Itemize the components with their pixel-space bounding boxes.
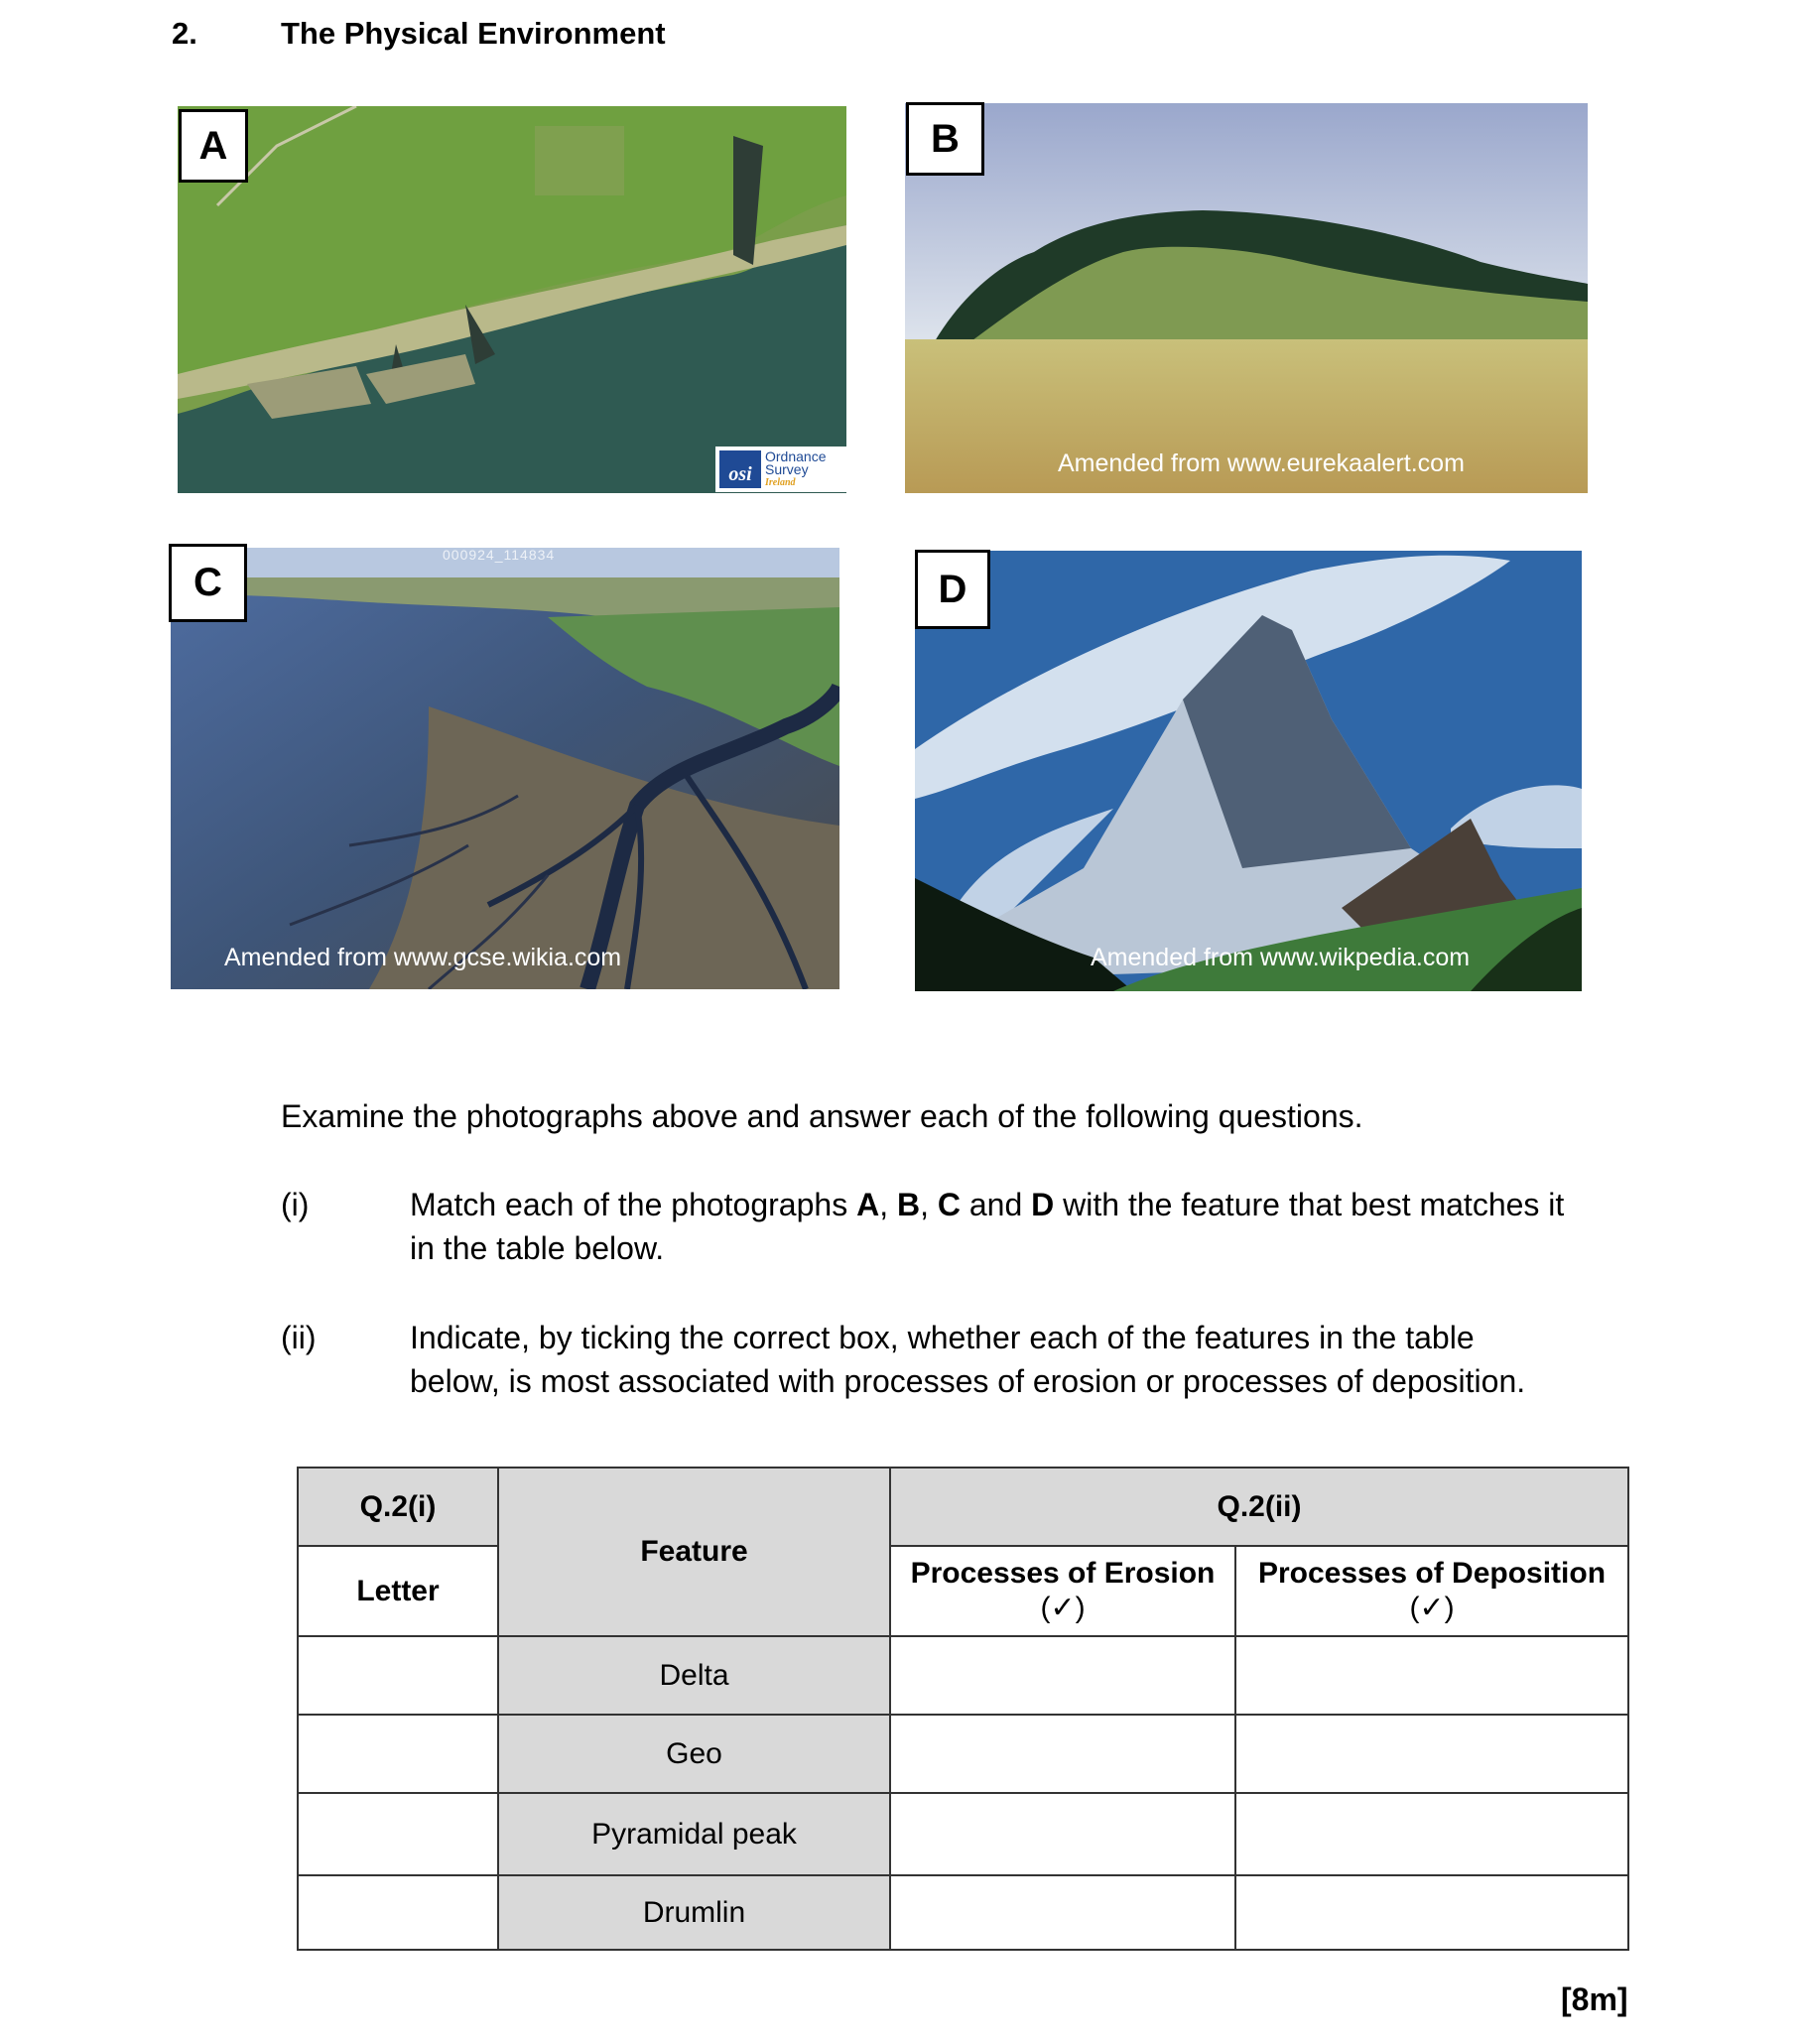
deposition-header bbox=[1235, 1546, 1628, 1636]
question-number: 2. bbox=[172, 16, 197, 51]
letter-cell[interactable] bbox=[298, 1715, 498, 1793]
photo-d-caption: Amended from www.wikpedia.com bbox=[1091, 944, 1471, 971]
deposition-tick-icon: (✓) bbox=[1409, 1592, 1455, 1624]
letter-cell[interactable] bbox=[298, 1636, 498, 1715]
osi-logo-line1: Ordnance bbox=[765, 447, 827, 464]
photo-label-a: A bbox=[179, 109, 248, 183]
pyramidal-peak-image bbox=[915, 551, 1582, 991]
answer-table bbox=[297, 1467, 1629, 1951]
item-i-text-line2: in the table below. bbox=[410, 1230, 665, 1266]
feature-cell: Delta bbox=[498, 1636, 890, 1715]
item-i-text-line1: Match each of the photographs A, B, C and D with the feature that best matches it bbox=[410, 1187, 1565, 1222]
photo-label-d: D bbox=[915, 550, 990, 629]
deposition-header-label: Processes of Deposition bbox=[1257, 1557, 1607, 1590]
osi-logo-mark-icon: osi bbox=[719, 450, 761, 488]
photo-c-watermark: 000924_114834 bbox=[443, 547, 556, 563]
deposition-tick-box[interactable] bbox=[1235, 1793, 1628, 1875]
table-row bbox=[298, 1636, 1628, 1715]
feature-cell: Geo bbox=[498, 1715, 890, 1793]
erosion-tick-box[interactable] bbox=[890, 1636, 1235, 1715]
erosion-header-label: Processes of Erosion bbox=[910, 1557, 1216, 1590]
photo-c bbox=[171, 548, 839, 989]
erosion-tick-box[interactable] bbox=[890, 1875, 1235, 1950]
photo-b-caption: Amended from www.eurekaalert.com bbox=[1058, 449, 1465, 477]
item-ii-text-line2: below, is most associated with processes of erosion or processes of deposition. bbox=[410, 1363, 1526, 1399]
letter-cell[interactable] bbox=[298, 1875, 498, 1950]
delta-aerial-image bbox=[171, 548, 839, 989]
feature-header: Feature bbox=[498, 1468, 890, 1636]
photo-b bbox=[905, 103, 1588, 493]
table-row bbox=[298, 1875, 1628, 1950]
photo-c-caption: Amended from www.gcse.wikia.com bbox=[224, 944, 622, 971]
letter-cell[interactable] bbox=[298, 1793, 498, 1875]
item-ii-text-line1: Indicate, by ticking the correct box, whether each of the features in the table bbox=[410, 1320, 1475, 1355]
table-row bbox=[298, 1715, 1628, 1793]
table-row bbox=[298, 1793, 1628, 1875]
erosion-tick-box[interactable] bbox=[890, 1793, 1235, 1875]
osi-logo bbox=[715, 447, 846, 492]
item-i-number: (i) bbox=[281, 1187, 310, 1222]
deposition-tick-box[interactable] bbox=[1235, 1875, 1628, 1950]
marks-allocation: [8m] bbox=[1561, 1981, 1628, 2017]
letter-header: Letter bbox=[298, 1546, 498, 1636]
coastline-aerial-image bbox=[178, 106, 846, 493]
instructions-intro: Examine the photographs above and answer each of the following questions. bbox=[281, 1098, 1363, 1134]
question-title: The Physical Environment bbox=[281, 16, 666, 51]
q2ii-header: Q.2(ii) bbox=[890, 1468, 1628, 1546]
erosion-tick-icon: (✓) bbox=[1040, 1592, 1086, 1624]
erosion-tick-box[interactable] bbox=[890, 1715, 1235, 1793]
photo-d bbox=[915, 551, 1582, 991]
photo-label-c: C bbox=[169, 544, 247, 622]
photo-label-b: B bbox=[906, 102, 984, 176]
q2i-header: Q.2(i) bbox=[298, 1468, 498, 1546]
drumlin-landscape-image bbox=[905, 103, 1588, 493]
osi-logo-line2: Survey bbox=[765, 460, 809, 477]
photo-a bbox=[178, 106, 846, 493]
erosion-header bbox=[890, 1546, 1235, 1636]
feature-cell: Pyramidal peak bbox=[498, 1793, 890, 1875]
item-ii-number: (ii) bbox=[281, 1320, 317, 1355]
deposition-tick-box[interactable] bbox=[1235, 1715, 1628, 1793]
osi-logo-line3: Ireland bbox=[765, 476, 796, 488]
deposition-tick-box[interactable] bbox=[1235, 1636, 1628, 1715]
feature-cell: Drumlin bbox=[498, 1875, 890, 1950]
